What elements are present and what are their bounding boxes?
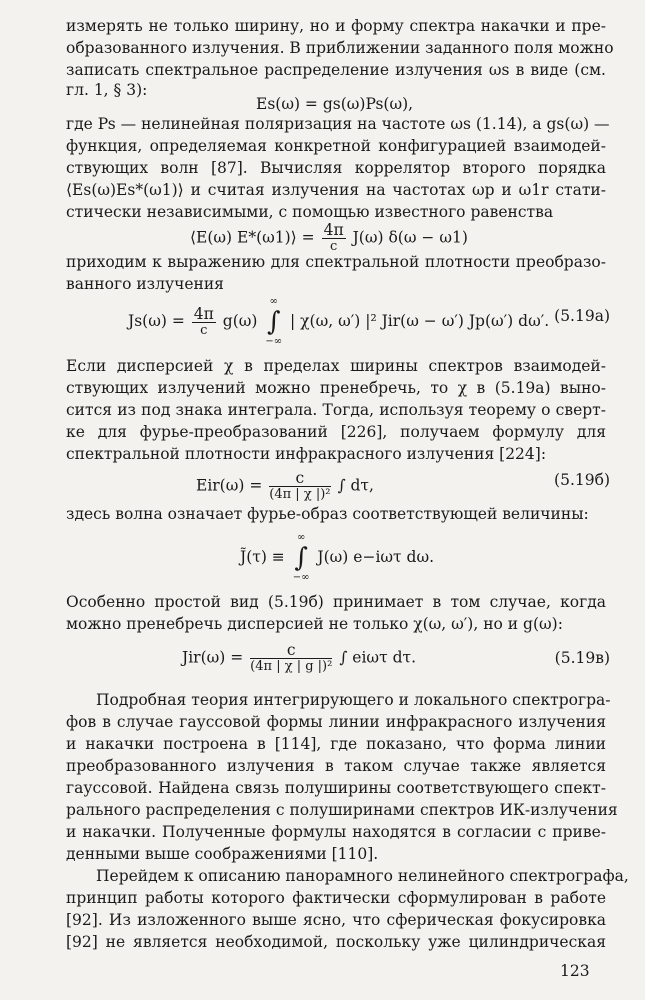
text-line: и накачки построена в [114], где показано, что форма линии bbox=[66, 735, 606, 753]
equation-number: (5.19а) bbox=[554, 307, 610, 325]
text-line: Если дисперсией χ в пределах ширины спектров взаимодей- bbox=[66, 357, 606, 375]
equation-5-19v: Jir(ω) = $\frac{c}{\text{(4π | χ | g |)²}}$ ∫ eiωτ dτ. bbox=[182, 641, 416, 674]
text-line: Особенно простой вид (5.19б) принимает в том случае, когда bbox=[66, 593, 606, 611]
text-line: гауссовой. Найдена связь полуширины соответствующего спект- bbox=[66, 779, 606, 797]
equation-5-19b: Eir(ω) = $\frac{c}{\text{(4π | χ |)²}}$ ∫ dτ, bbox=[196, 469, 374, 502]
text-line: Перейдем к описанию панорамного нелинейного спектрографа, bbox=[96, 867, 629, 885]
text-line: фов в случае гауссовой формы линии инфракрасного излучения bbox=[66, 713, 606, 731]
text-line: записать спектральное распределение излучения ωs в виде (см. bbox=[66, 61, 606, 79]
text-line: денными выше соображениями [110]. bbox=[66, 845, 379, 863]
text-line: ствующих волн [87]. Вычисляя коррелятор второго порядка bbox=[66, 159, 606, 177]
text-line: стически независимыми, с помощью известного равенства bbox=[66, 203, 554, 221]
text-line: Подробная теория интегрирующего и локального спектрогра- bbox=[96, 691, 611, 709]
text-line: сится из под знака интеграла. Тогда, используя теорему о сверт- bbox=[66, 401, 606, 419]
text-line: ке для фурье-преобразований [226], получаем формулу для bbox=[66, 423, 606, 441]
text-line: [92] не является необходимой, поскольку уже цилиндрическая bbox=[66, 933, 606, 951]
text-line: гл. 1, § 3): bbox=[66, 81, 148, 99]
equation-correlator: ⟨E(ω) E*(ω1)⟩ = $\frac{4\pi}{c}$ J(ω) δ(ω − ω1) bbox=[190, 221, 468, 254]
text-line: и накачки. Полученные формулы находятся в согласии с приве- bbox=[66, 823, 606, 841]
page-number: 123 bbox=[560, 962, 590, 980]
text-line: приходим к выражению для спектральной плотности преобразо- bbox=[66, 253, 606, 271]
text-line: функция, определяемая конкретной конфигурацией взаимодей- bbox=[66, 137, 606, 155]
text-line: рального распределения с полуширинами спектров ИК-излучения bbox=[66, 801, 618, 819]
equation-fourier: J̃(τ) ≡ ∞ ∫ −∞ J(ω) e−iωτ dω. bbox=[240, 532, 435, 583]
text-line: [92]. Из изложенного выше ясно, что сферическая фокусировка bbox=[66, 911, 606, 929]
equation-number: (5.19б) bbox=[554, 471, 610, 489]
text-line: преобразованного излучения в таком случае также является bbox=[66, 757, 606, 775]
text-line: где Ps — нелинейная поляризация на частоте ωs (1.14), а gs(ω) — bbox=[66, 115, 610, 133]
text-line: ванного излучения bbox=[66, 275, 224, 293]
text-line: измерять не только ширину, но и форму спектра накачки и пре- bbox=[66, 17, 606, 35]
equation-es: Es(ω) = gs(ω)Ps(ω), bbox=[256, 95, 414, 113]
text-line: образованного излучения. В приближении заданного поля можно bbox=[66, 39, 614, 57]
text-line: ствующих излучений можно пренебречь, то χ в (5.19а) выно- bbox=[66, 379, 606, 397]
text-line: можно пренебречь дисперсией не только χ(ω, ω′), но и g(ω): bbox=[66, 615, 563, 633]
text-line: ⟨Es(ω)Es*(ω1)⟩ и считая излучения на частотах ωp и ω1r стати- bbox=[66, 181, 606, 199]
equation-5-19a: Js(ω) = $\frac{4\pi}{c}$ g(ω) ∞ ∫ −∞ | χ(ω, ω′) |² Jir(ω − ω′) Jp(ω′) dω′. bbox=[128, 296, 550, 347]
equation-number: (5.19в) bbox=[554, 649, 610, 667]
text-line: спектральной плотности инфракрасного излучения [224]: bbox=[66, 445, 547, 463]
text-line: принцип работы которого фактически сформулирован в работе bbox=[66, 889, 606, 907]
text-line: здесь волна означает фурье-образ соответствующей величины: bbox=[66, 505, 589, 523]
